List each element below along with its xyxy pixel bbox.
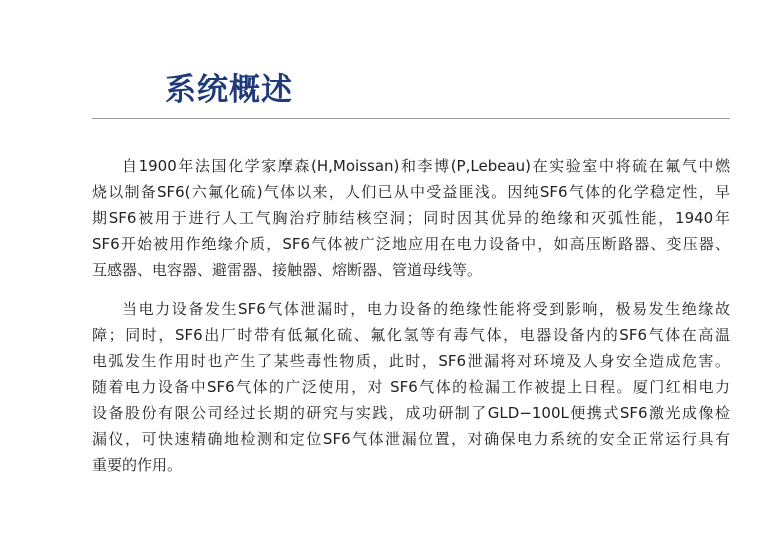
text-line: 障；同时，SF6出厂时带有低氟化硫、氟化氢等有毒气体，电器设备内的SF6气体在高温 (92, 326, 730, 344)
text-line: SF6开始被用作绝缘介质，SF6气体被广泛地应用在电力设备中，如高压断路器、变压器、 (92, 235, 730, 253)
page-title: 系统概述 (165, 72, 293, 108)
text-line: 期SF6被用于进行人工气胸治疗肺结核空洞；同时因其优异的绝缘和灭弧性能，1940年 (92, 209, 730, 227)
text-line: 互感器、电容器、避雷器、接触器、熔断器、管道母线等。 (92, 261, 483, 279)
text-line: 随着电力设备中SF6气体的广泛使用，对 SF6气体的检漏工作被提上日程。厦门红相电力 (92, 378, 730, 396)
title-divider (92, 118, 730, 119)
text-line: 当电力设备发生SF6气体泄漏时，电力设备的绝缘性能将受到影响，极易发生绝缘故 (122, 300, 730, 318)
text-line: 电弧发生作用时也产生了某些毒性物质，此时，SF6泄漏将对环境及人身安全造成危害。 (92, 352, 730, 370)
paragraph-intro (92, 153, 730, 283)
text-line: 自1900年法国化学家摩森(H,Moissan)和李博(P,Lebeau)在实验室中将硫在氟气中燃 (122, 157, 730, 175)
text-line: 烧以制备SF6(六氟化硫)气体以来，人们已从中受益匪浅。因纯SF6气体的化学稳定性，早 (92, 183, 730, 201)
body-content (92, 153, 730, 491)
text-line: 重要的作用。 (92, 456, 183, 474)
paragraph-leak-hazard (92, 296, 730, 478)
text-line: 漏仪，可快速精确地检测和定位SF6气体泄漏位置，对确保电力系统的安全正常运行具有 (92, 430, 730, 448)
text-line: 设备股份有限公司经过长期的研究与实践，成功研制了GLD−100L便携式SF6激光成像检 (92, 404, 730, 422)
